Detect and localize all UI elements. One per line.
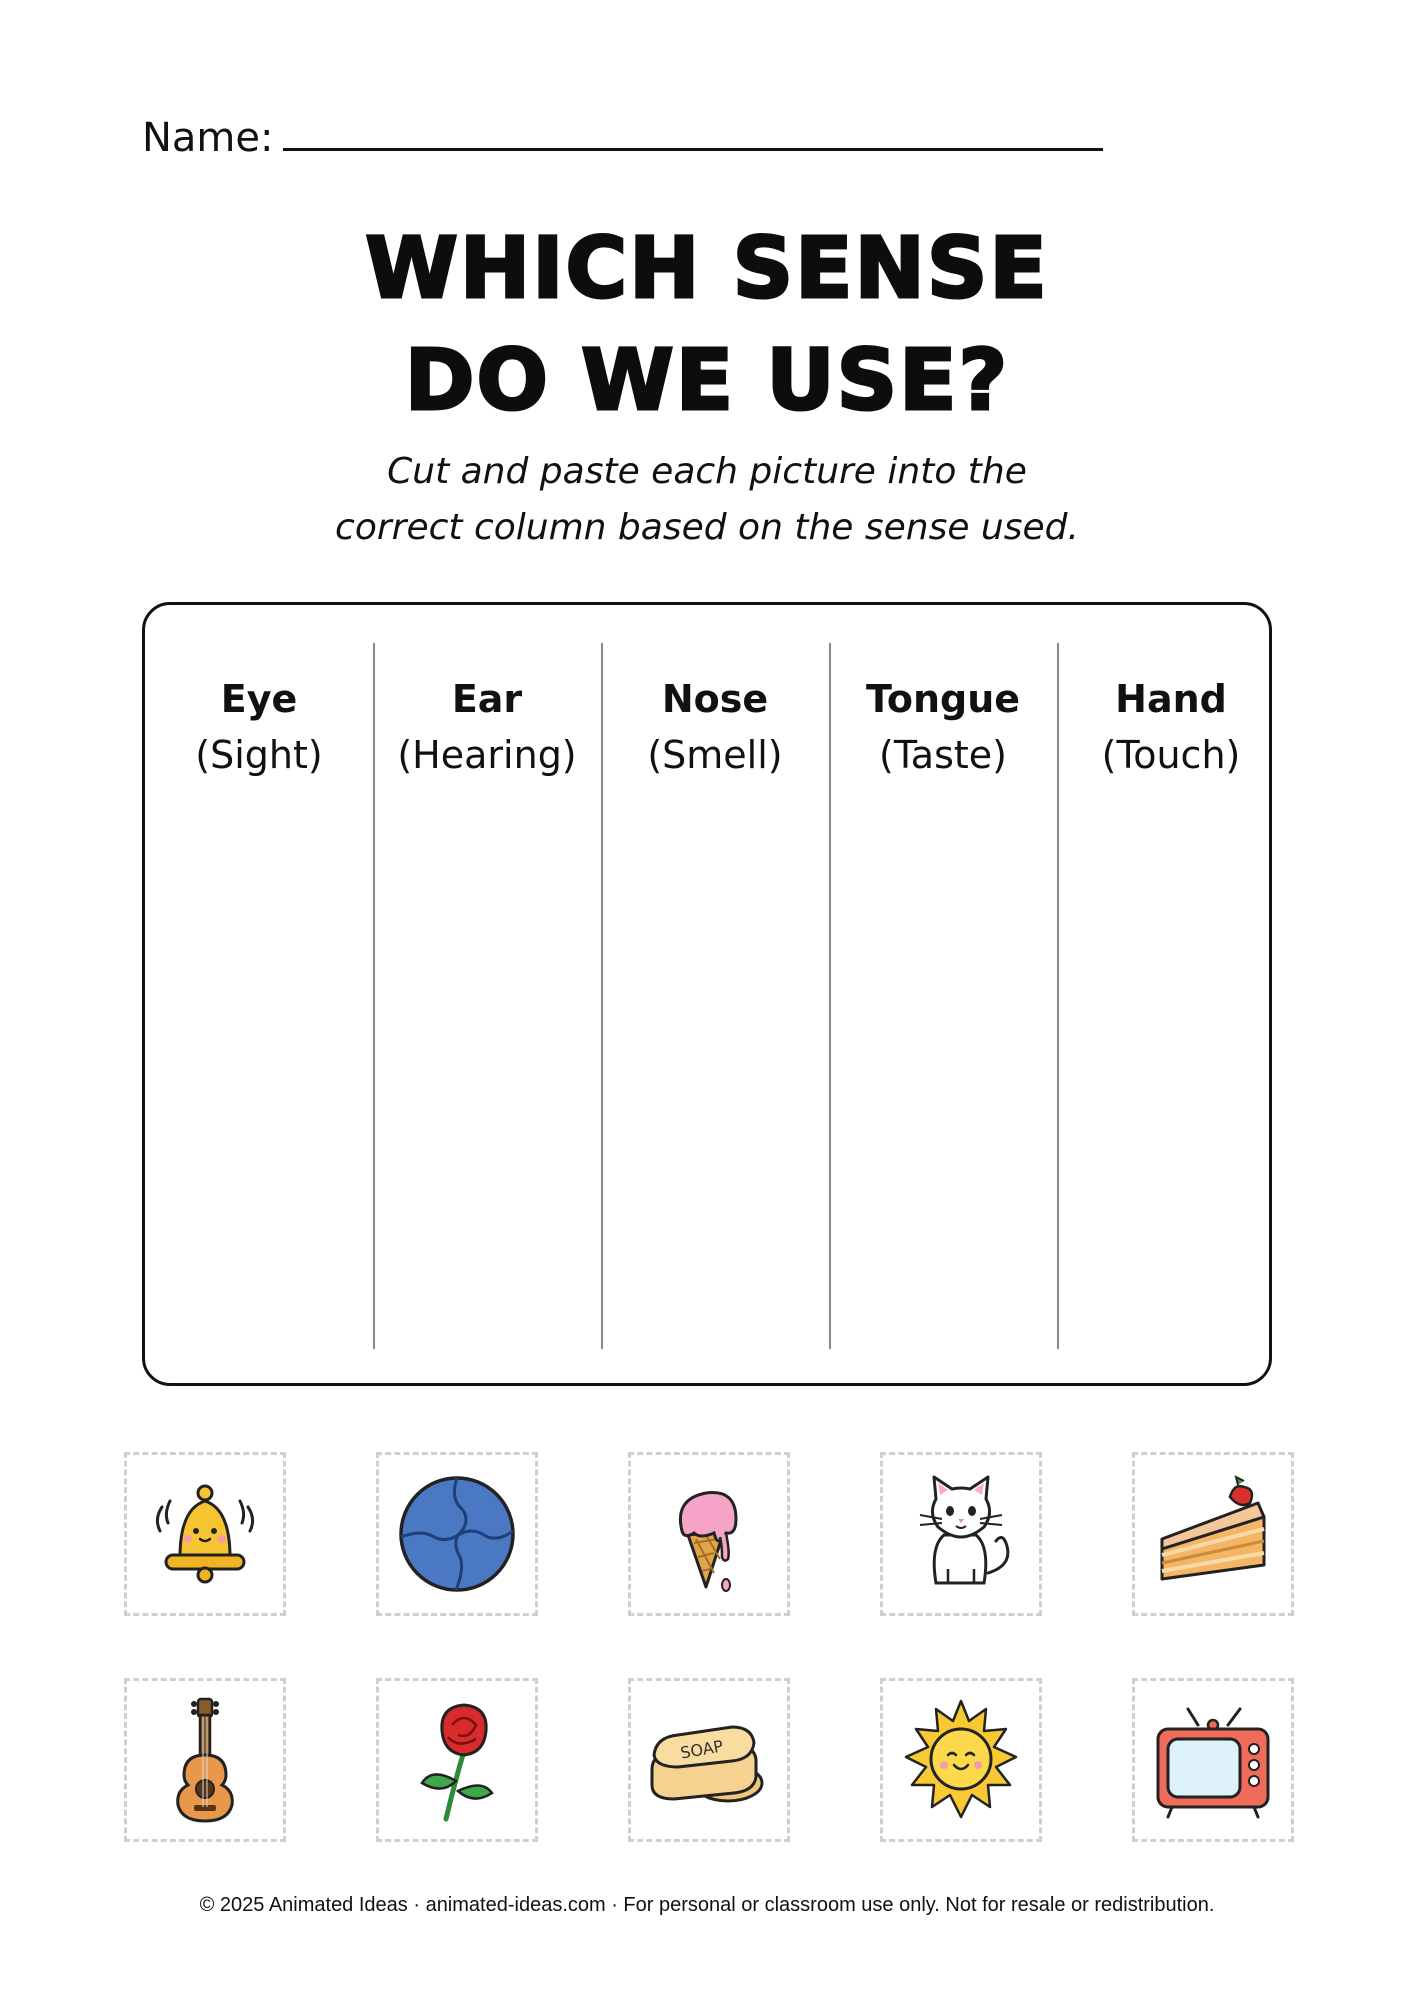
name-label: Name: [142, 115, 274, 161]
column-hand[interactable] [1057, 643, 1285, 1349]
name-field[interactable] [142, 112, 1103, 161]
soap-label: SOAP [678, 1736, 725, 1763]
column-sense: (Touch) [1101, 733, 1241, 777]
bell-icon [140, 1469, 270, 1599]
column-organ: Eye [220, 677, 298, 721]
column-nose[interactable] [601, 643, 831, 1349]
sun-icon [896, 1695, 1026, 1825]
column-eye[interactable] [145, 643, 375, 1349]
cutout-card-tv[interactable] [1132, 1678, 1294, 1842]
column-organ: Tongue [865, 677, 1021, 721]
column-organ: Nose [661, 677, 769, 721]
column-sense: (Sight) [195, 733, 323, 777]
column-sense: (Hearing) [397, 733, 577, 777]
rose-icon [392, 1695, 522, 1825]
cake-slice-icon [1148, 1469, 1278, 1599]
name-blank-line[interactable] [283, 112, 1103, 151]
cutout-card-soap[interactable] [628, 1678, 790, 1842]
cutout-card-sun[interactable] [880, 1678, 1042, 1842]
tv-icon [1148, 1695, 1278, 1825]
instructions-line-1: Cut and paste each picture into the [387, 451, 1027, 492]
column-sense: (Taste) [879, 733, 1007, 777]
cutout-card-cat[interactable] [880, 1452, 1042, 1616]
page-title [0, 212, 1414, 436]
cutout-card-ball[interactable] [376, 1452, 538, 1616]
instructions-line-2: correct column based on the sense used. [335, 507, 1079, 548]
cutout-card-guitar[interactable] [124, 1678, 286, 1842]
ice-cream-icon [644, 1469, 774, 1599]
cutout-card-cake[interactable] [1132, 1452, 1294, 1616]
instructions [0, 444, 1414, 556]
sorting-board [142, 602, 1272, 1386]
soap-icon [644, 1695, 774, 1825]
column-tongue[interactable] [829, 643, 1059, 1349]
column-organ: Ear [451, 677, 523, 721]
column-sense: (Smell) [647, 733, 783, 777]
title-line-2: DO WE USE? [404, 331, 1010, 429]
ball-icon [392, 1469, 522, 1599]
column-organ: Hand [1115, 677, 1227, 721]
title-line-1: WHICH SENSE [365, 219, 1049, 317]
cat-icon [896, 1469, 1026, 1599]
cutout-card-bell[interactable] [124, 1452, 286, 1616]
footer-copyright: © 2025 Animated Ideas · animated-ideas.com · For personal or classroom use only. Not for resale or redistribution. [199, 1894, 1215, 1916]
cutout-card-rose[interactable] [376, 1678, 538, 1842]
cutout-card-ice-cream[interactable] [628, 1452, 790, 1616]
column-ear[interactable] [373, 643, 603, 1349]
guitar-icon [140, 1695, 270, 1825]
